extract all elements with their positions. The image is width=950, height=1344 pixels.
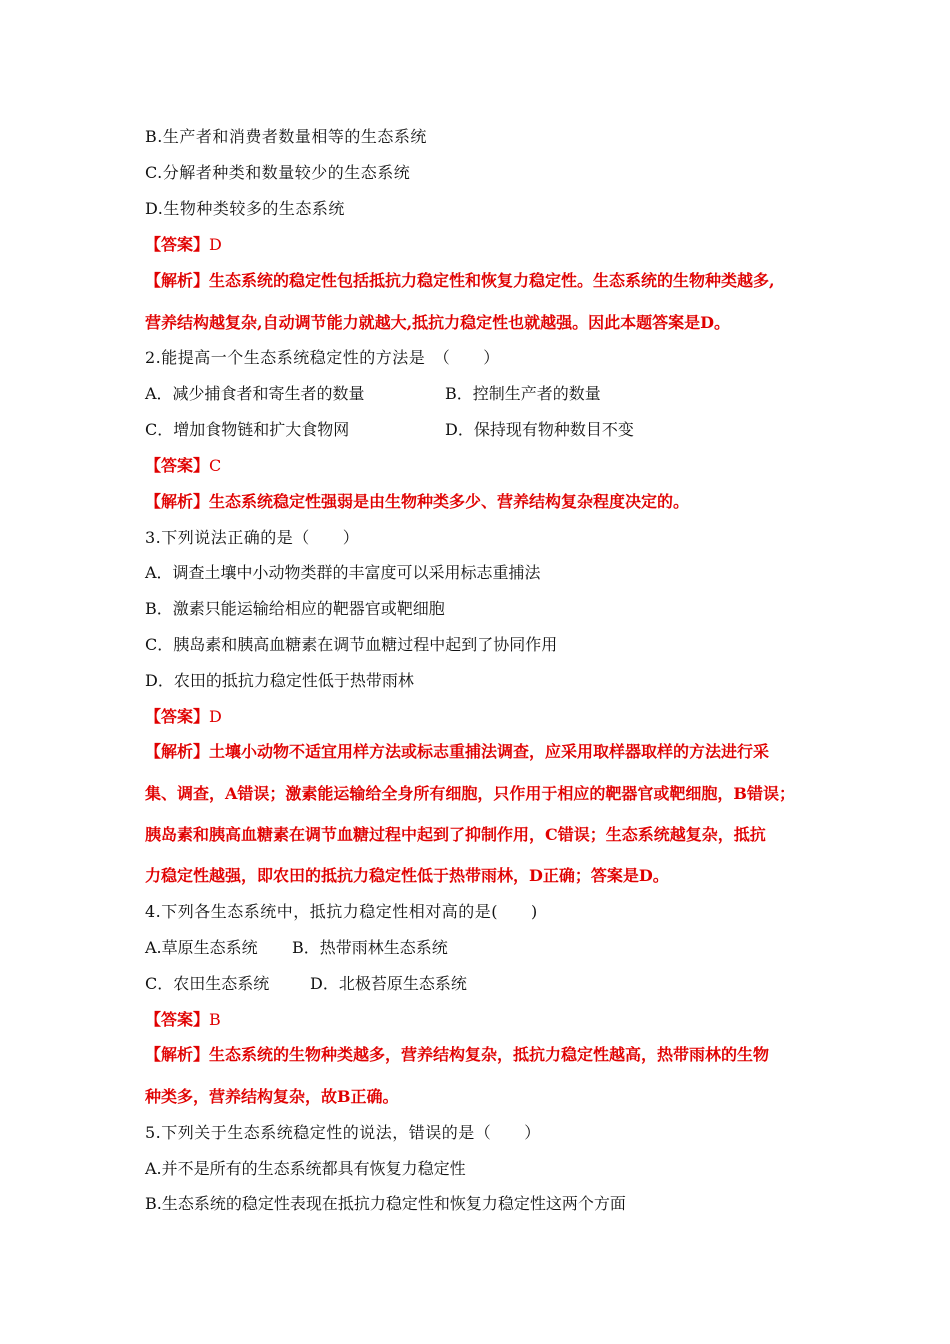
answer-value: D [209,707,222,726]
q4-option-d: D．北极苔原生态系统 [310,974,467,993]
q3-option-c: C．胰岛素和胰高血糖素在调节血糖过程中起到了协同作用 [145,635,558,654]
q5-stem: 5.下列关于生态系统稳定性的说法，错误的是（ ） [145,1123,541,1142]
q3-analysis-line-2: 集、调查，A错误；激素能运输给全身所有细胞，只作用于相应的靶器官或靶细胞，B错误； [145,784,795,803]
q4-answer [145,1009,221,1031]
answer-tag: 【答案】 [145,235,210,254]
answer-value: B [209,1010,221,1029]
q4-stem: 4.下列各生态系统中，抵抗力稳定性相对高的是( ) [145,902,538,921]
q1-answer [145,234,222,256]
q2-answer [145,455,221,477]
q3-analysis-line-4: 力稳定性越强，即农田的抵抗力稳定性低于热带雨林，D正确；答案是D。 [145,866,669,885]
answer-tag: 【答案】 [145,1010,210,1029]
q4-option-b: B．热带雨林生态系统 [292,938,448,957]
q1-option-c: C.分解者种类和数量较少的生态系统 [145,163,411,182]
analysis-tag: 【解析】 [145,271,210,290]
q2-option-d: D．保持现有物种数目不变 [445,420,634,439]
q3-option-d: D．农田的抵抗力稳定性低于热带雨林 [145,671,414,690]
analysis-text: 生态系统的生物种类越多，营养结构复杂，抵抗力稳定性越高，热带雨林的生物 [209,1045,770,1064]
q4-option-a: A.草原生态系统 [145,938,258,957]
q3-stem: 3.下列说法正确的是（ ） [145,528,360,547]
q4-analysis-line-1 [145,1044,769,1066]
q2-option-c: C．增加食物链和扩大食物网 [145,420,350,439]
analysis-text: 土壤小动物不适宜用样方法或标志重捕法调查，应采用取样器取样的方法进行采 [209,742,770,761]
answer-tag: 【答案】 [145,456,210,475]
analysis-text: 生态系统的稳定性包括抵抗力稳定性和恢复力稳定性。生态系统的生物种类越多, [209,271,775,290]
q4-analysis-line-2: 种类多，营养结构复杂，故B正确。 [145,1087,399,1106]
q2-analysis-line-1 [145,491,689,513]
q2-stem: 2.能提高一个生态系统稳定性的方法是 （ ） [145,348,500,367]
q4-option-c: C．农田生态系统 [145,974,270,993]
analysis-tag: 【解析】 [145,1045,210,1064]
q2-option-a: A．减少捕食者和寄生者的数量 [145,384,365,403]
q1-option-b: B.生产者和消费者数量相等的生态系统 [145,127,427,146]
analysis-text: 生态系统稳定性强弱是由生物种类多少、营养结构复杂程度决定的。 [209,492,690,511]
q3-option-b: B．激素只能运输给相应的靶器官或靶细胞 [145,599,445,618]
q3-analysis-line-3: 胰岛素和胰高血糖素在调节血糖过程中起到了抑制作用，C错误；生态系统越复杂，抵抗 [145,825,766,844]
analysis-tag: 【解析】 [145,742,210,761]
answer-value: C [209,456,222,475]
q1-analysis-line-1 [145,270,775,292]
answer-value: D [209,235,222,254]
q3-option-a: A．调查土壤中小动物类群的丰富度可以采用标志重捕法 [145,563,541,582]
q3-answer [145,706,222,728]
analysis-tag: 【解析】 [145,492,210,511]
q3-analysis-line-1 [145,741,769,763]
q2-option-b: B．控制生产者的数量 [445,384,601,403]
answer-tag: 【答案】 [145,707,210,726]
q1-analysis-line-2: 营养结构越复杂,自动调节能力就越大,抵抗力稳定性也就越强。因此本题答案是D。 [145,313,731,332]
q1-option-d: D.生物种类较多的生态系统 [145,199,345,218]
q5-option-b: B.生态系统的稳定性表现在抵抗力稳定性和恢复力稳定性这两个方面 [145,1194,626,1213]
q5-option-a: A.并不是所有的生态系统都具有恢复力稳定性 [145,1159,466,1178]
